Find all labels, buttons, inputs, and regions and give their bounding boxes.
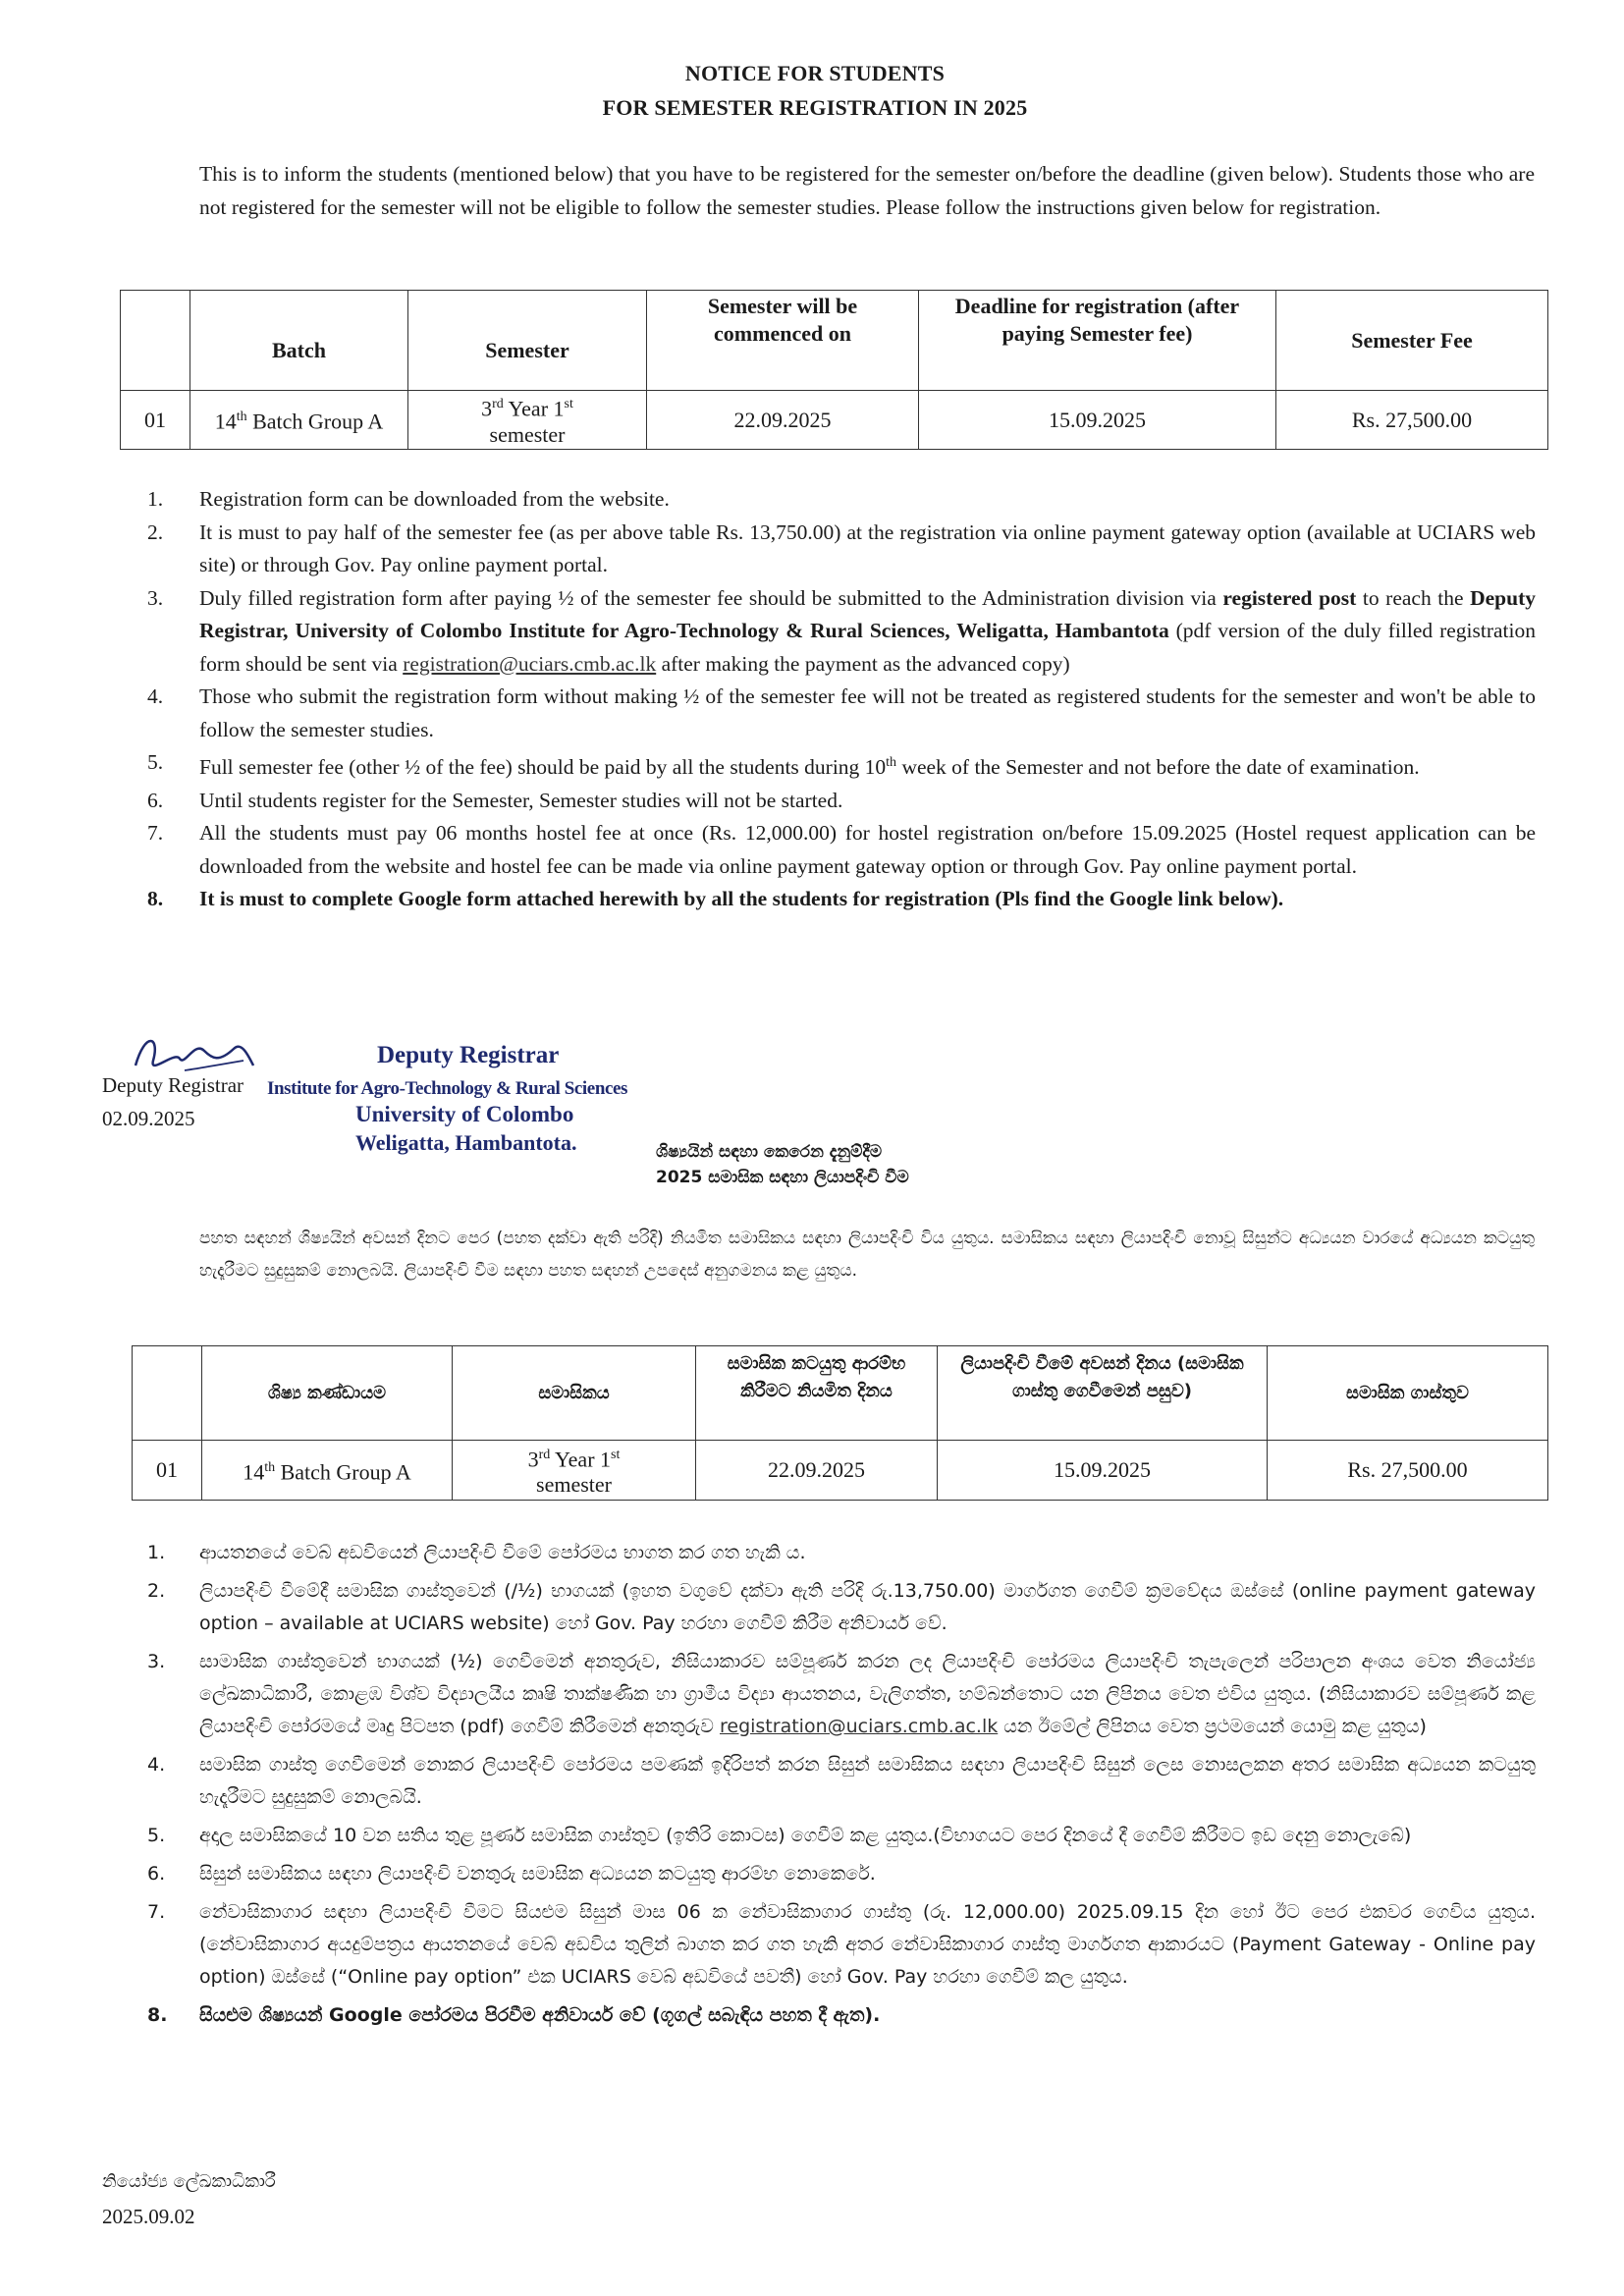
cell-deadline: 15.09.2025 — [919, 391, 1276, 450]
list-item: 8. It is must to complete Google form attached herewith by all the students for registration (Pls find the Google link below). — [147, 887, 1284, 911]
registration-table — [120, 290, 1548, 450]
list-item: 2. It is must to pay half of the semester fee (as per above table Rs. 13,750.00) at the registration via online payment gateway option (available at UCIARS web site) or through Gov. Pay online payment portal. — [147, 519, 1536, 576]
list-item: 8. සියළුම ශිෂ්‍යයන් Google පෝරමය පිරවීම අනිවාර්ය වේ (ගූගල් සබැඳිය පහත දී ඇත). — [147, 2004, 881, 2026]
cell-semester: 3rd Year 1st semester — [408, 391, 647, 450]
header-fee: සමාසික ගාස්තුව — [1268, 1346, 1548, 1441]
sinhala-notice-title: ශිෂ්‍යයින් සඳහා කෙරෙන දැනුම්දීම — [656, 1142, 883, 1162]
sinhala-instructions-list — [147, 1537, 1536, 2032]
registration-email-link[interactable]: registration@uciars.cmb.ac.lk — [403, 651, 657, 676]
sinhala-signature-date: 2025.09.02 — [102, 2205, 195, 2228]
cell-batch: 14th Batch Group A — [190, 391, 408, 450]
list-item: 7. All the students must pay 06 months hostel fee at once (Rs. 12,000.00) for hostel registration on/before 15.09.2025 (Hostel request application can be downloaded from the website and hostel fee can be made via online payment gateway option or through Gov. Pay online payment portal. — [147, 821, 1536, 878]
cell-batch: 14th Batch Group A — [202, 1441, 453, 1501]
notice-subtitle: FOR SEMESTER REGISTRATION IN 2025 — [602, 95, 1028, 120]
header-semester: සමාසිකය — [453, 1346, 696, 1441]
header-no — [121, 291, 190, 391]
cell-semester: 3rd Year 1st semester — [453, 1441, 696, 1501]
cell-no: 01 — [121, 391, 190, 450]
sinhala-registration-email-link[interactable]: registration@uciars.cmb.ac.lk — [719, 1716, 999, 1737]
cell-commenced: 22.09.2025 — [647, 391, 919, 450]
list-item: 6. සිසුන් සමාසිකය සඳහා ලියාපදිංචි වනතුරු සමාසික අධ්‍යයන කටයුතු ආරම්භ නොකෙරේ. — [147, 1863, 876, 1885]
header-deadline: ලියාපදිංචි වීමේ අවසන් දිනය (සමාසික ගාස්තු ගෙවීමෙන් පසුව) — [938, 1346, 1268, 1441]
table-header-row — [121, 291, 1548, 391]
sinhala-signature-role: නියෝජ්‍ය ලේඛකාධිකාරී — [102, 2171, 276, 2192]
list-item: 1. ආයතනයේ වෙබ් අඩවියෙන් ලියාපදිංචි වීමේ පෝරමය භාගත කර ගත හැකි ය. — [147, 1542, 806, 1563]
stamp-institute: Institute for Agro-Technology & Rural Sciences — [267, 1078, 628, 1099]
list-item: 1. Registration form can be downloaded from the website. — [147, 487, 670, 511]
signature-role: Deputy Registrar — [102, 1073, 244, 1097]
list-item: 2. ලියාපදිංචි වීමේදී සමාසික ගාස්තුවෙන් (/½) භාගයක් (ඉහත වගුවේ දක්වා ඇති පරිදි රු.13,750.00) මාර්ගගත ගෙවීම් ක්‍රමවේදය ඔස්සේ (online payment gateway option – available at UCIARS website) හෝ Gov. Pay හරහා ගෙවීම් කිරීම අනිවාර්ය වේ. — [147, 1580, 1536, 1634]
header-deadline: Deadline for registration (after paying Semester fee) — [919, 291, 1276, 391]
header-commenced: සමාසික කටයුතු ආරම්භ කිරීමට නියමිත දිනය — [696, 1346, 938, 1441]
stamp-title: Deputy Registrar — [377, 1042, 560, 1068]
list-item: 4. සමාසික ගාස්තු ගෙවීමෙන් නොකර ලියාපදිංචි පෝරමය පමණක් ඉදිරිපත් කරන සිසුන් සමාසිකය සඳහා ලියාපදිංචි සිසුන් ලෙස නොසලකන අතර සමාසික අධ්‍යයන කටයුතු හැදෑරීමට සුදුසුකම් නොලබයි. — [147, 1754, 1536, 1808]
header-batch: ශිෂ්‍ය කණ්ඩායම — [202, 1346, 453, 1441]
list-item: 4. Those who submit the registration form without making ½ of the semester fee will not be treated as registered students for the semester and won't be able to follow the semester studies. — [147, 684, 1536, 741]
list-item: 3. සාමාසික ගාස්තුවෙන් භාගයක් (½) ගෙවීමෙන් අනතුරුව, නිසියාකාරව සම්පූර්ණ කරන ලද ලියාපදිංචි පෝරමය ලියාපදිංචි තැපැලෙන් පරිපාලන අංශය වෙත නියෝජ්‍ය ලේඛකාධිකාරී, කොළඹ විශ්ව විද්‍යාලයීය කෘෂි තාක්ෂණික හා ග්‍රාමීය විද්‍යා ආයතනය, වැලිගත්ත, හම්බන්තොට යන ලිපිනය වෙත එවිය යුතුය. (නිසියාකාරව සම්පූර්ණ කළ ලියාපදිංචි පෝරමයේ මෘදු පිටපත (pdf) ගෙවීම් කිරීමෙන් අනතුරුව registration@uciars.cmb.ac.lk යන ඊමේල් ලිපිනය වෙත ප්‍රථමයෙන් යොමු කළ යුතුය) — [147, 1651, 1536, 1737]
table-row — [133, 1441, 1548, 1501]
list-item: 7. නේවාසිකාගාර සඳහා ලියාපදිංචි වීමට සියළුම සිසුන් මාස 06 ක නේවාසිකාගාර ගාස්තු (රු. 12,000.00) 2025.09.15 දින හෝ ඊට පෙර එකවර ගෙවිය යුතුය. (නේවාසිකාගාර අයදුම්පත්‍රය ආයතනයේ වෙබ් අඩවිය තුලින් බාගත කර ගත හැකි අතර නේවාසිකාගාර ගාස්තු මාර්ගගත ආකාරයට (Payment Gateway - Online pay option) ඔස්සේ (“Online pay option” එක UCIARS වෙබ් අඩවියේ පවතී) හෝ Gov. Pay හරහා ගෙවීම් කල යුතුය. — [147, 1901, 1536, 1988]
instructions-list — [147, 483, 1536, 916]
header-commenced: Semester will be commenced on — [647, 291, 919, 391]
signature-date: 02.09.2025 — [102, 1107, 195, 1130]
list-item: 5. Full semester fee (other ½ of the fee) should be paid by all the students during 10th week of the Semester and not before the date of examination. — [147, 750, 1420, 780]
table-row — [121, 391, 1548, 450]
sinhala-registration-table — [132, 1345, 1548, 1501]
sinhala-intro-paragraph: පහත සඳහන් ශිෂ්‍යයින් අවසන් දිනට පෙර (පහත දක්වා ඇති පරිදි) නියමිත සමාසිකය සඳහා ලියාපදිංචි විය යුතුය. සමාසිකය සඳහා ලියාපදිංචි නොවූ සිසුන්ට අධ්‍යයන වාරයේ අධ්‍යයන කටයුතු හැදෑරීමට සුදුසුකම් නොලබයි. ලියාපදිංචි වීම සඳහා පහත සඳහන් උපදෙස් අනුගමනය කළ යුතුය. — [199, 1229, 1535, 1281]
header-no — [133, 1346, 202, 1441]
cell-fee: Rs. 27,500.00 — [1276, 391, 1548, 450]
list-item: 3. Duly filled registration form after paying ½ of the semester fee should be submitted to the Administration division via registered post to reach the Deputy Registrar, University of Colombo Institute for Agro-Technology & Rural Sciences, Weligatta, Hambantota (pdf version of the duly filled registration form should be sent via registration@uciars.cmb.ac.lk after making the payment as the advanced copy) — [147, 585, 1537, 676]
header-fee: Semester Fee — [1276, 291, 1548, 391]
intro-paragraph: This is to inform the students (mentioned below) that you have to be registered for the semester on/before the deadline (given below). Students those who are not registered for the semester will not be eligible to follow the semester studies. Please follow the instructions given below for registration. — [199, 162, 1535, 219]
list-item: 6. Until students register for the Semester, Semester studies will not be started. — [147, 788, 843, 812]
stamp-university: University of Colombo — [355, 1102, 574, 1126]
sinhala-notice-subtitle: 2025 සමාසික සඳහා ලියාපදිංචි වීම — [656, 1168, 909, 1187]
list-item: 5. අදාල සමාසිකයේ 10 වන සතිය තුළ පූර්ණ සමාසික ගාස්තුව (ඉතිරි කොටස) ගෙවීම් කළ යුතුය.(විභාගයට පෙර දිනයේ දී ගෙවීම් කිරීමට ඉඩ දෙනු නොලැබේ) — [147, 1825, 1412, 1846]
cell-deadline: 15.09.2025 — [938, 1441, 1268, 1501]
cell-fee: Rs. 27,500.00 — [1268, 1441, 1548, 1501]
header-batch: Batch — [190, 291, 408, 391]
cell-commenced: 22.09.2025 — [696, 1441, 938, 1501]
header-semester: Semester — [408, 291, 647, 391]
table-header-row — [133, 1346, 1548, 1441]
notice-title: NOTICE FOR STUDENTS — [684, 61, 946, 85]
cell-no: 01 — [133, 1441, 202, 1501]
stamp-location: Weligatta, Hambantota. — [355, 1130, 577, 1155]
